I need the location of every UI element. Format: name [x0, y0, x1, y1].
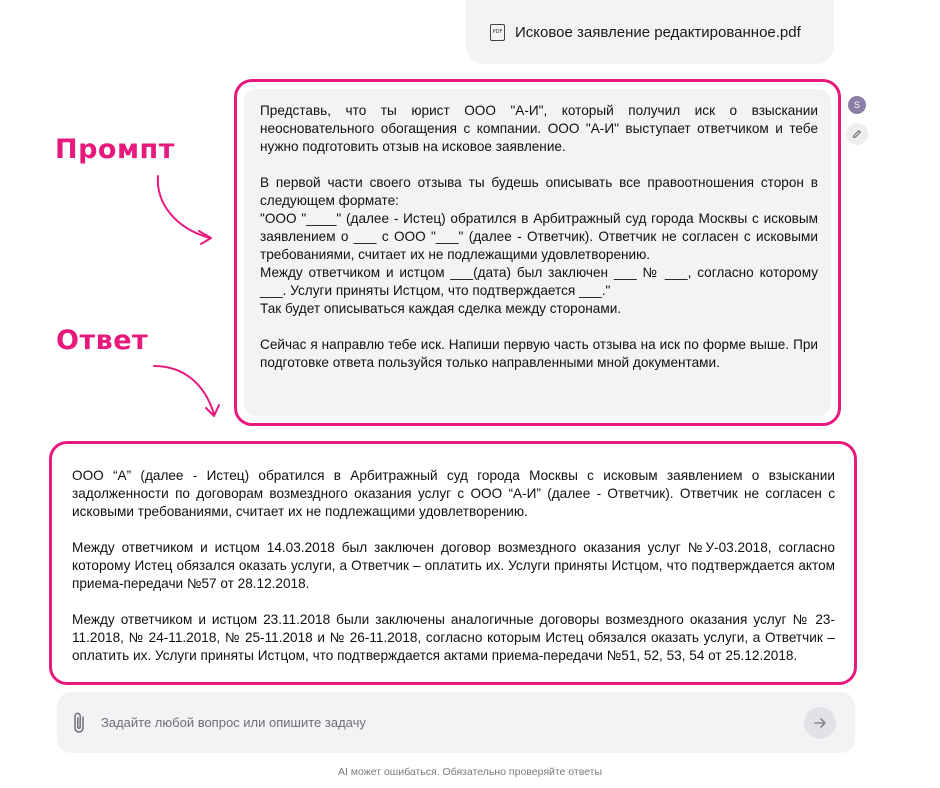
prompt-paragraph: Представь, что ты юрист ООО "А-И", который получил иск о взыскании неосновательного обогащения с компании. ООО "А-И" выступает ответчиком и тебе нужно подготовить отзыв на исковое заявление.: [260, 103, 818, 154]
prompt-paragraph: В первой части своего отзыва ты будешь описывать все правоотношения сторон в следующем формате:: [260, 175, 818, 208]
prompt-annotation-label: Промпт: [55, 134, 175, 165]
user-avatar[interactable]: S: [848, 96, 866, 114]
answer-annotation-label: Ответ: [56, 325, 149, 356]
user-prompt-message: [234, 79, 841, 426]
answer-paragraph: ООО “А” (далее - Истец) обратился в Арбитражный суд города Москвы с исковым заявлением о взыскании задолженности по договорам возмездного оказания услуг с ООО “А-И” (далее - Ответчик). Ответчик не согласен с исковыми требованиями, считает их не подлежащими удовлетворению.: [72, 468, 835, 519]
prompt-paragraph: Так будет описываться каждая сделка между сторонами.: [260, 301, 622, 316]
attachment-chip[interactable]: [466, 0, 834, 64]
pencil-icon: [852, 129, 862, 139]
user-prompt-bubble: [244, 89, 831, 416]
pdf-file-icon: PDF: [490, 24, 505, 41]
answer-paragraph: Между ответчиком и истцом 23.11.2018 были заключены аналогичные договоры возмездного оказания услуг № 23-11.2018, № 24-11.2018, № 25-11.2018 и № 26-11.2018, согласно которым Истец обязался оказать услуги, а Ответчик – оплатить их. Услуги приняты Истцом, что подтверждается актами приема-передачи №51, 52, 53, 54 от 25.12.2018.: [72, 612, 835, 663]
answer-arrow-icon: [150, 356, 230, 426]
attachment-file-name: Исковое заявление редактированное.pdf: [515, 23, 801, 41]
arrow-right-icon: [813, 716, 827, 730]
prompt-paragraph: Между ответчиком и истцом ___(дата) был заключен ___ № ___, согласно которому ___. Услуги приняты Истцом, что подтверждается ___.": [260, 265, 818, 298]
user-prompt-text: [260, 102, 818, 372]
prompt-arrow-icon: [150, 172, 220, 252]
message-composer: [57, 692, 855, 753]
prompt-paragraph: Сейчас я направлю тебе иск. Напиши первую часть отзыва на иск по форме выше. При подготовке ответа пользуйся только направленными мной документами.: [260, 337, 818, 370]
paperclip-icon[interactable]: [71, 711, 87, 735]
assistant-answer-message: [49, 441, 857, 685]
disclaimer-text: AI может ошибаться. Обязательно проверяйте ответы: [337, 766, 603, 778]
edit-message-button[interactable]: [846, 123, 868, 145]
send-button[interactable]: [804, 707, 836, 739]
prompt-paragraph: "ООО "____" (далее - Истец) обратился в Арбитражный суд города Москвы с исковым заявлением о ___ с ООО "___" (далее - Ответчик). Ответчик не согласен с исковыми требованиями, считает их не подлежащими удовлетворению.: [260, 211, 818, 262]
message-input[interactable]: [101, 708, 781, 736]
assistant-answer-text: [72, 467, 835, 665]
answer-paragraph: Между ответчиком и истцом 14.03.2018 был заключен договор возмездного оказания услуг №У-03.2018, согласно которому Истец обязался оказать услуги, а Ответчик – оплатить их. Услуги приняты Истцом, что подтверждается актом приема-передачи №57 от 28.12.2018.: [72, 540, 835, 591]
